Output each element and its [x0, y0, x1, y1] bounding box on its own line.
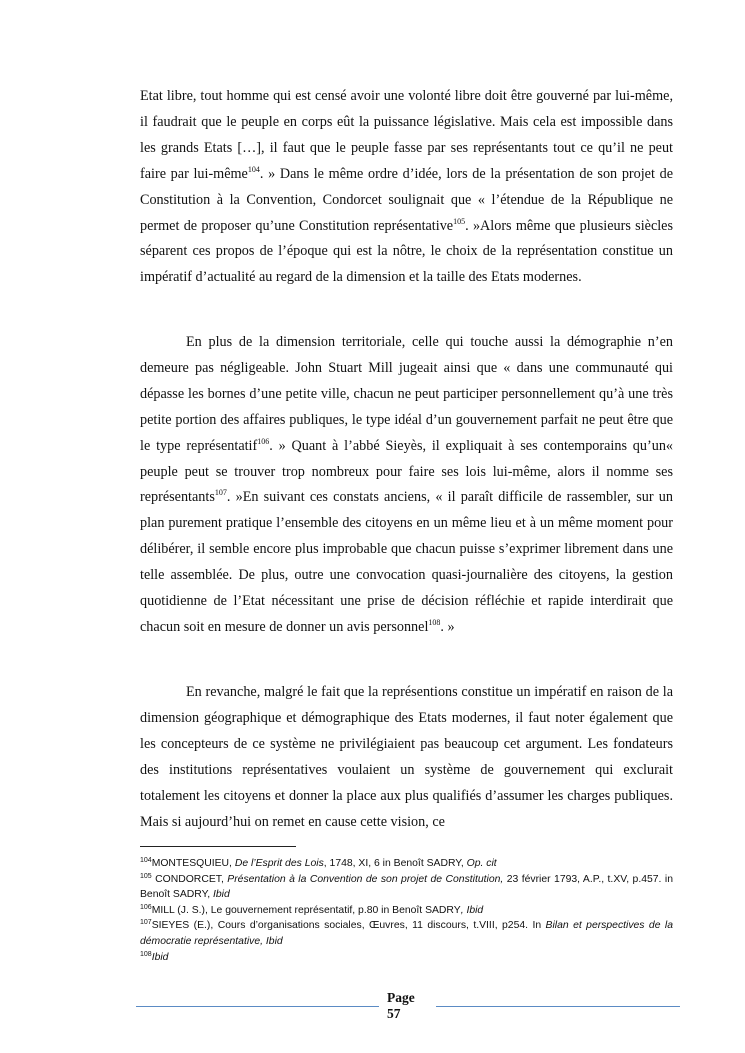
page-label: Page	[387, 990, 415, 1005]
page-number-block	[387, 990, 431, 1022]
footnote-105	[140, 872, 673, 903]
text-run: MONTESQUIEU,	[151, 858, 235, 869]
footnote-number: 107	[140, 919, 152, 927]
text-run: MILL (J. S.), Le gouvernement représentatif, p.80 in Benoît SADRY	[151, 904, 461, 916]
body-paragraph-2	[140, 330, 673, 641]
footnote-106	[140, 903, 673, 919]
footnote-number: 108	[140, 950, 152, 958]
footnote-separator	[140, 846, 296, 847]
footnote-104	[140, 856, 673, 872]
body-paragraph-1	[140, 84, 673, 291]
footnotes	[140, 856, 673, 965]
italic-text: Ibid	[212, 889, 230, 901]
footnote-number: 106	[140, 903, 152, 911]
text-run: . »En suivant ces constats anciens, « il paraît difficile de rassembler, sur un plan purement pratique l’ensemble des citoyens en un même lieu et à un même moment pour délibérer, il semble encore plus improbable que chacun puisse s’exprimer librement dans une telle assemblée. De plus, outre une convocation quasi-journalière des citoyens, la gestion quotidienne de l’Etat nécessitant une prise de décision réfléchie et rapide interdirait que chacun soit en mesure de donner un avis personnel	[140, 489, 673, 635]
italic-text: Bilan et perspectives de la démocratie représentative, Ibid	[140, 920, 673, 947]
italic-text: Présentation à la Convention de son projet de Constitution,	[227, 873, 504, 885]
text-run: . » Dans le même ordre d’idée, lors de la présentation de son projet de Constitution à la Convention, Condorcet soulignait que « l’étendue de la République ne permet de proposer qu’une Constitution représentative	[140, 165, 674, 234]
footnote-number: 105	[140, 872, 152, 880]
italic-text: , Ibid	[460, 904, 484, 916]
footer-rule-left	[136, 1006, 379, 1007]
text-run: , 1748, XI, 6 in Benoît SADRY,	[323, 858, 467, 869]
footnote-ref: 105	[453, 216, 466, 226]
text-run: En plus de la dimension territoriale, celle qui touche aussi la démographie n’en demeure pas négligeable. John Stuart Mill jugeait ainsi que « dans une communauté qui dépasse les bornes d’une petite ville, chacun ne peut participer personnellement qu’à une très petite portion des affaires publiques, le type idéal d’un gouvernement parfait ne peut être que le type représentatif	[140, 334, 673, 454]
footnote-107	[140, 918, 673, 949]
text-run: CONDORCET,	[151, 873, 228, 885]
text-run: . » Quant à l’abbé Sieyès, il expliquait à ses contemporains qu’un« peuple peut se trouver trop nombreux pour faire ses lois lui-même, alors il nomme ses représentants	[140, 437, 674, 506]
italic-text: Ibid	[151, 951, 169, 963]
footnote-ref: 106	[257, 436, 270, 446]
italic-text: Op. cit	[466, 858, 497, 869]
footnote-ref: 107	[214, 488, 227, 498]
text-run: . »	[440, 618, 455, 635]
text-run: 23 février 1793, A.P., t.XV, p.457. in Benoît SADRY,	[140, 873, 673, 901]
footer-rule-right	[436, 1006, 680, 1007]
footnote-ref: 108	[428, 617, 441, 627]
text-run: En revanche, malgré le fait que la représentions constitue un impératif en raison de la dimension géographique et démographique des Etats modernes, il faut noter également que les concepteurs de ce système ne privilégiaient pas beaucoup cet argument. Les fondateurs des institutions représentatives voulaient un système de gouvernement qui exclurait totalement les citoyens et donner la place aux plus qualifiés d’assumer les charges publiques. Mais si aujourd’hui on remet en cause cette vision, ce	[140, 684, 673, 830]
footnote-ref: 104	[247, 164, 260, 174]
italic-text: De l’Esprit des Lois	[234, 858, 324, 869]
body-paragraph-3	[140, 680, 673, 835]
text-run: Etat libre, tout homme qui est censé avoir une volonté libre doit être gouverné par lui-même, il faudrait que le peuple en corps eût la puissance législative. Mais cela est impossible dans les grands Etats […], il faut que le peuple fasse par ses représentants tout ce qu’il ne peut faire par lui-même	[140, 88, 673, 182]
text-run: . »Alors même que plusieurs siècles séparent ces propos de l’époque qui est la nôtre, le choix de la représentation constitue un impératif d’actualité au regard de la dimension et la taille des Etats modernes.	[140, 217, 673, 286]
footnote-108	[140, 950, 673, 966]
text-run: SIEYES (E.), Cours d’organisations sociales, Œuvres, 11 discours, t.VIII, p254. In	[151, 920, 546, 932]
footnote-number: 104	[140, 857, 152, 864]
page-number: 57	[387, 1006, 401, 1021]
